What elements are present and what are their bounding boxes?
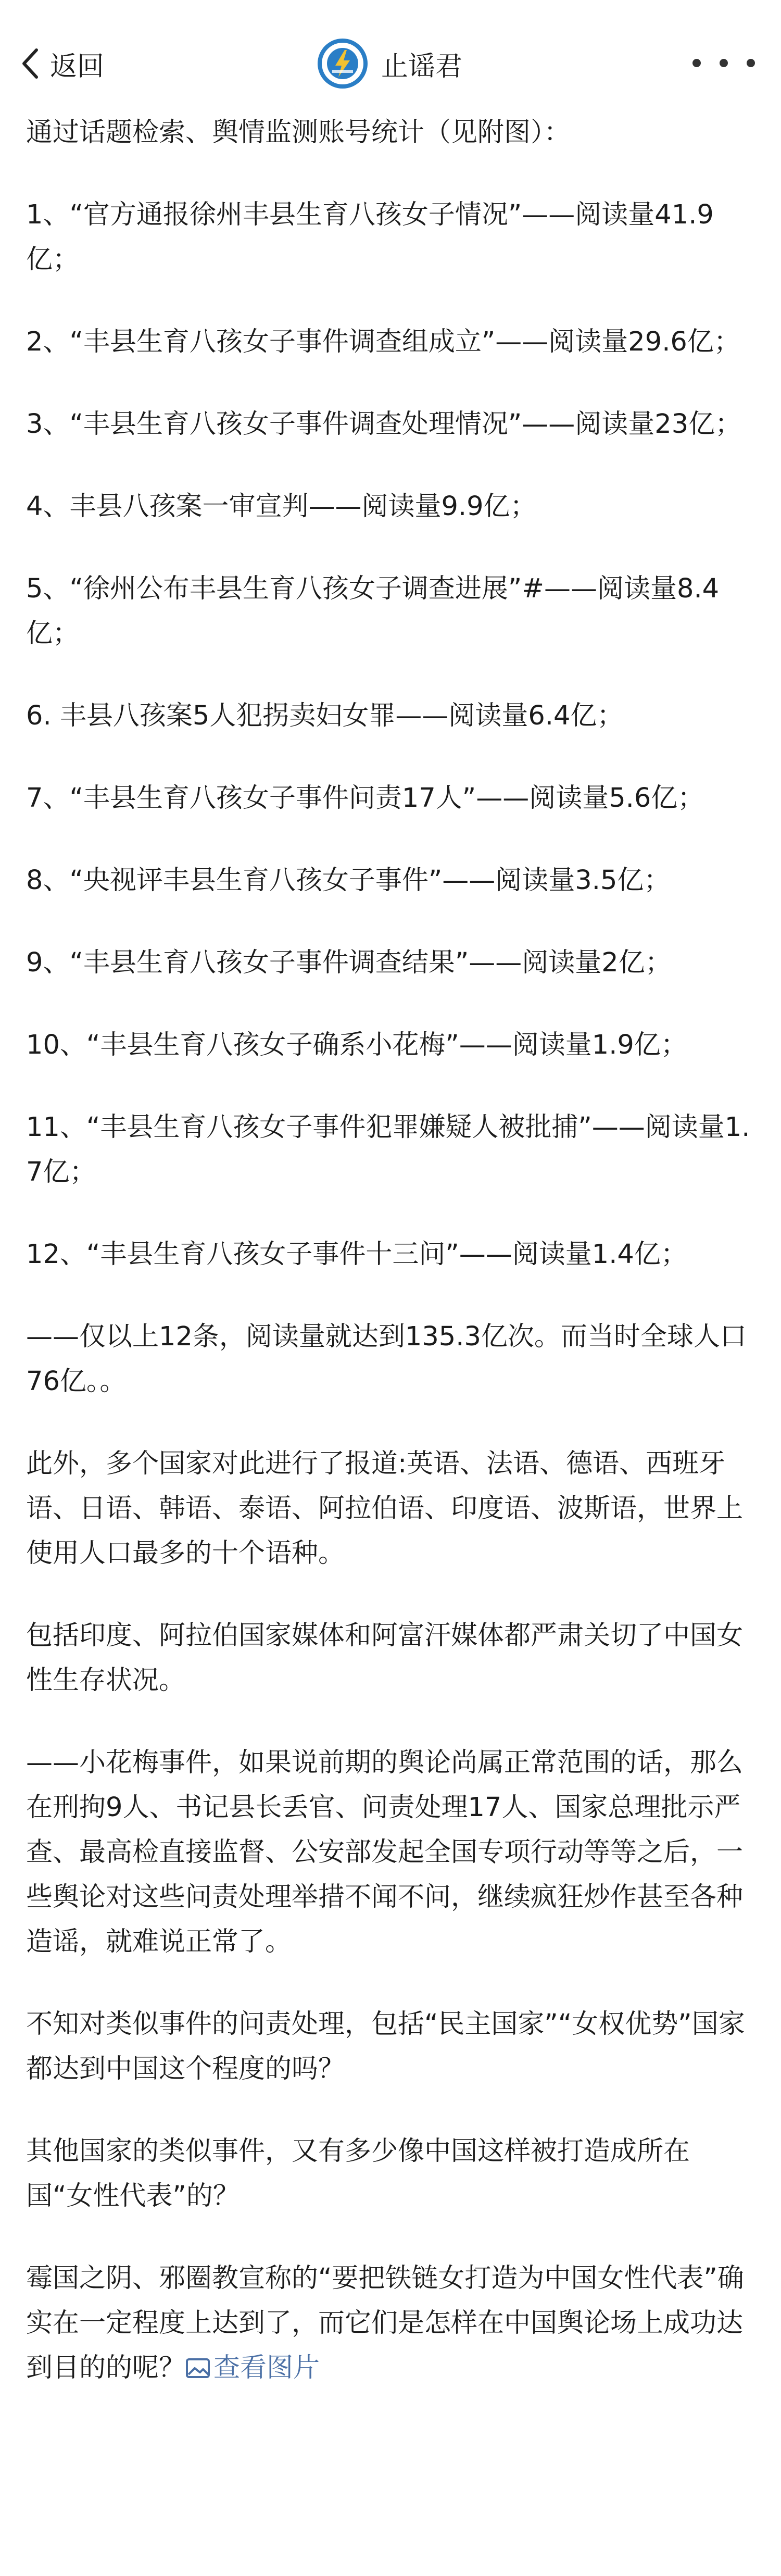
paragraph: ——小花梅事件，如果说前期的舆论尚属正常范围的话，那么在刑拘9人、书记县长丢官、问责处理17人、国家总理批示严查、最高检直接监督、公安部发起全国专项行动等等之后，一些舆论对这些问责处理举措不闻不问，继续疯狂炒作甚至各种造谣，就难说正常了。 <box>26 1747 744 1957</box>
paragraph: 6. 丰县八孩案5人犯拐卖妇女罪——阅读量6.4亿； <box>26 701 624 731</box>
image-icon <box>185 2358 210 2379</box>
paragraph: 8、“央视评丰县生育八孩女子事件”——阅读量3.5亿； <box>26 865 671 896</box>
more-dot-icon <box>692 59 701 67</box>
paragraph: ——仅以上12条，阅读量就达到135.3亿次。而当时全球人口76亿。。 <box>26 1321 747 1397</box>
view-images-label: 查看图片 <box>213 2353 320 2383</box>
paragraph-last <box>26 2256 755 2391</box>
more-dot-icon <box>747 59 755 67</box>
zhiyaojun-logo-icon <box>322 43 363 84</box>
view-images-link[interactable] <box>185 2353 320 2383</box>
back-label: 返回 <box>50 51 105 82</box>
paragraph: 不知对类似事件的问责处理，包括“民主国家”“女权优势”国家都达到中国这个程度的吗？ <box>26 2009 745 2084</box>
paragraph: 此外，多个国家对此进行了报道:英语、法语、德语、西班牙语、日语、韩语、泰语、阿拉伯语、印度语、波斯语，世界上使用人口最多的十个语种。 <box>26 1448 744 1569</box>
avatar[interactable] <box>318 39 368 89</box>
paragraph: 5、“徐州公布丰县生育八孩女子调查进展”#——阅读量8.4亿； <box>26 573 720 649</box>
paragraph: 10、“丰县生育八孩女子确系小花梅”——阅读量1.9亿； <box>26 1030 687 1060</box>
paragraph: 12、“丰县生育八孩女子事件十三问”——阅读量1.4亿； <box>26 1239 687 1270</box>
article-body <box>26 110 755 2428</box>
more-options-button[interactable] <box>692 50 755 76</box>
paragraph: 4、丰县八孩案一审宣判——阅读量9.9亿； <box>26 491 537 522</box>
paragraph: 11、“丰县生育八孩女子事件犯罪嫌疑人被批捕”——阅读量1.7亿； <box>26 1112 750 1187</box>
page-title: 止谣君 <box>381 51 463 82</box>
paragraph: 包括印度、阿拉伯国家媒体和阿富汗媒体都严肃关切了中国女性生存状况。 <box>26 1620 744 1696</box>
paragraph: 1、“官方通报徐州丰县生育八孩女子情况”——阅读量41.9亿； <box>26 199 714 275</box>
paragraph-last-text: 霉国之阴、邪圈教宣称的“要把铁链女打造为中国女性代表”确实在一定程度上达到了，而它们是怎样在中国舆论场上成功达到目的的呢？ <box>26 2263 744 2383</box>
account-header[interactable] <box>318 39 462 89</box>
back-button[interactable] <box>20 37 104 90</box>
chevron-left-icon <box>20 47 41 80</box>
more-dot-icon <box>720 59 728 67</box>
paragraph: 其他国家的类似事件，又有多少像中国这样被打造成所在国“女性代表”的？ <box>26 2136 690 2211</box>
paragraph: 7、“丰县生育八孩女子事件问责17人”——阅读量5.6亿； <box>26 783 704 814</box>
paragraph: 2、“丰县生育八孩女子事件调查组成立”——阅读量29.6亿； <box>26 327 740 357</box>
paragraph: 9、“丰县生育八孩女子事件调查结果”——阅读量2亿； <box>26 947 672 978</box>
paragraph: 3、“丰县生育八孩女子事件调查处理情况”——阅读量23亿； <box>26 409 742 440</box>
paragraph: 通过话题检索、舆情监测账号统计（见附图）： <box>26 117 571 148</box>
top-nav-bar <box>0 0 781 123</box>
